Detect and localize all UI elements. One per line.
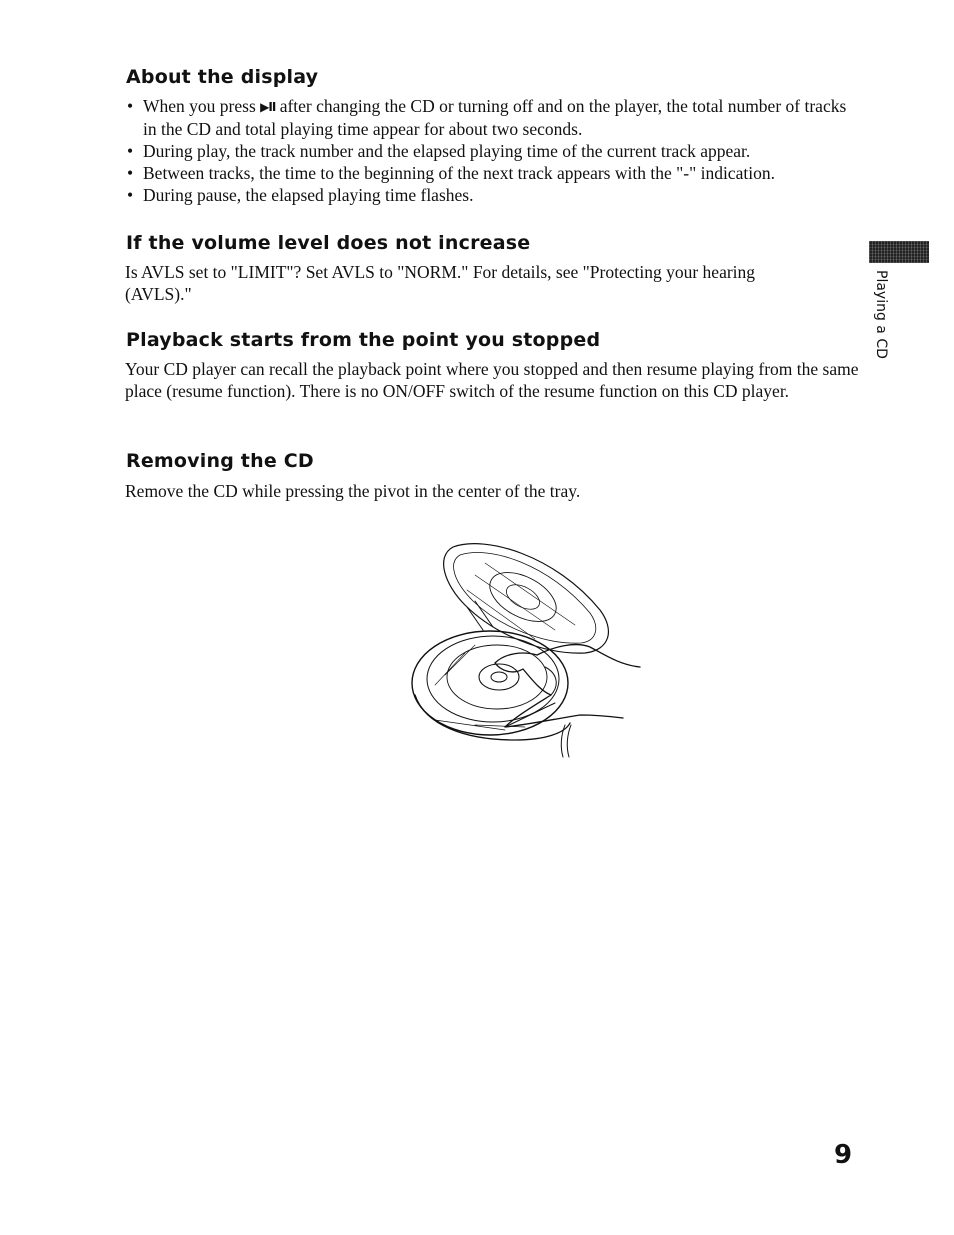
hand-removing-cd-illustration (405, 535, 650, 765)
list-item (125, 162, 860, 184)
list-item (125, 140, 860, 162)
bullet-text: When you press (143, 96, 261, 116)
cd-disc (447, 645, 547, 709)
bullet-icon: • (127, 141, 134, 161)
section-tab-label: Playing a CD (873, 270, 889, 359)
list-item (125, 184, 860, 206)
play-pause-icon: ▶II (260, 100, 276, 114)
list-item (125, 95, 860, 140)
resume-paragraph: Your CD player can recall the playback point where you stopped and then resume playing from the same place (resume function). There is no ON/OFF switch of the resume function on this CD player. (125, 359, 859, 401)
bullet-text: During pause, the elapsed playing time flashes. (143, 185, 474, 205)
heading-removing-cd: Removing the CD (126, 450, 314, 472)
removing-paragraph: Remove the CD while pressing the pivot in the center of the tray. (125, 481, 581, 501)
heading-about-display: About the display (126, 66, 319, 88)
lid-window (482, 562, 564, 631)
heading-volume-level: If the volume level does not increase (126, 232, 531, 254)
about-display-bullet-list (125, 95, 860, 206)
heading-resume-playback: Playback starts from the point you stopped (126, 329, 601, 351)
bullet-icon: • (127, 185, 134, 205)
section-tab-marker (869, 241, 929, 263)
bullet-text: Between tracks, the time to the beginning of the next track appears with the "-" indication. (143, 163, 775, 183)
player-base (412, 631, 568, 735)
page-number: 9 (834, 1140, 853, 1170)
bullet-icon: • (127, 96, 134, 116)
bullet-text: During play, the track number and the elapsed playing time of the current track appear. (143, 141, 751, 161)
bullet-text: after changing the CD or turning off and on the player, the total number of tracks in the CD and total playing time appear for about two seconds. (143, 96, 847, 139)
bullet-icon: • (127, 163, 134, 183)
volume-paragraph: Is AVLS set to "LIMIT"? Set AVLS to "NORM." For details, see "Protecting your hearing (AVLS)." (125, 262, 756, 304)
